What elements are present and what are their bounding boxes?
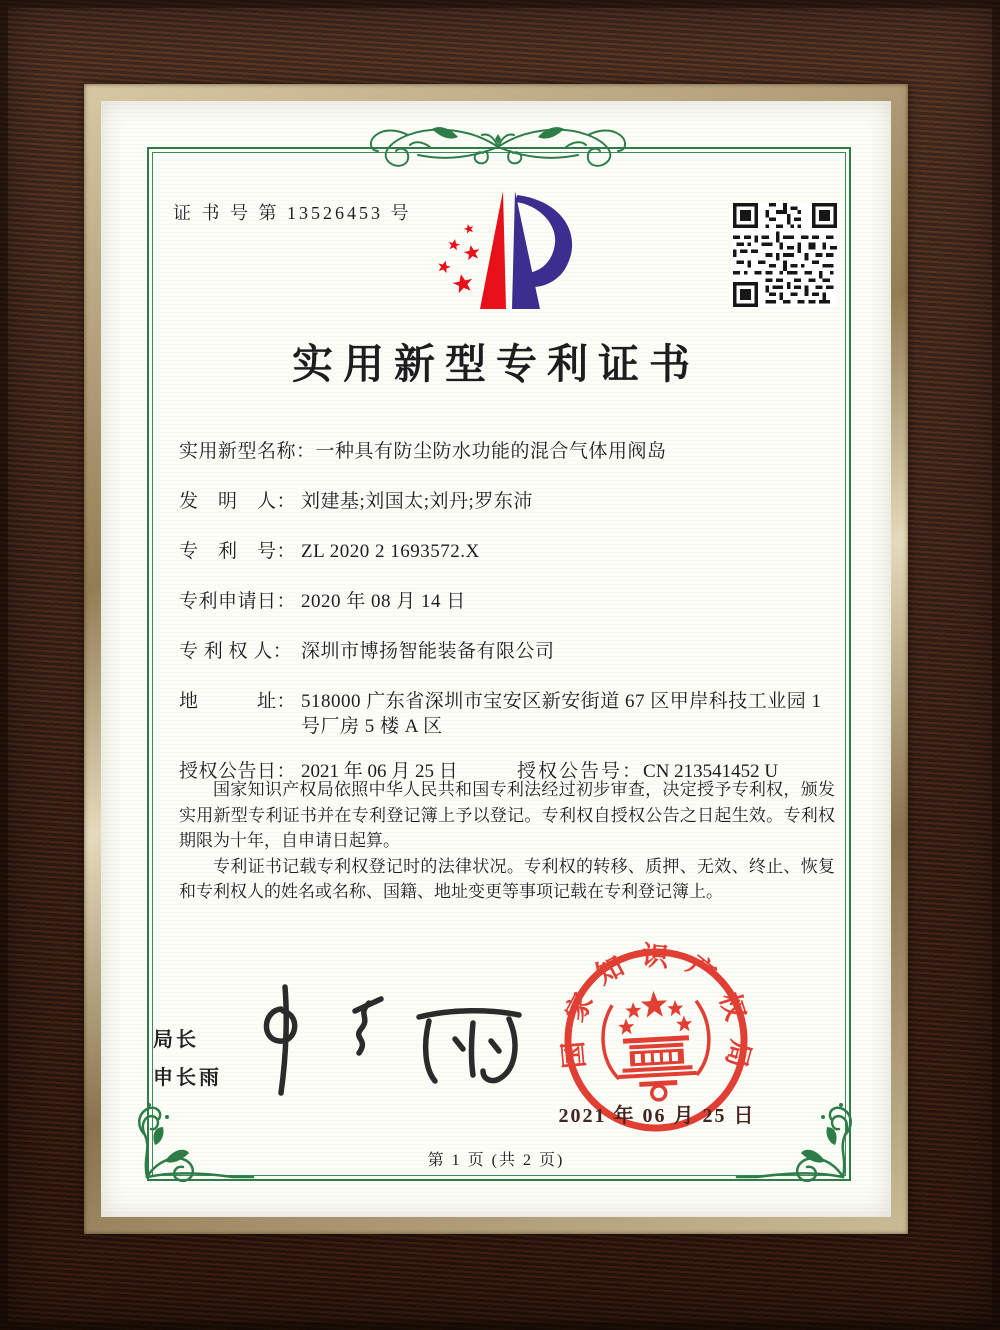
- field-label: 发 明 人：: [179, 491, 297, 512]
- field-label: 专利申请日：: [179, 591, 297, 612]
- field-row-name: [179, 439, 835, 465]
- body-paragraph-1: 国家知识产权局依照中华人民共和国专利法经过初步审查，决定授予专利权，颁发实用新型专利证书并在专利登记簿上予以登记。专利权自授权公告之日起生效。专利权期限为十年，自申请日起算。: [179, 780, 835, 850]
- field-label: 实用新型名称：: [179, 441, 316, 462]
- field-label: 专 利 权 人：: [179, 641, 293, 662]
- page-footer: 第 1 页 (共 2 页): [427, 1152, 565, 1169]
- field-row-patentee: [179, 639, 835, 665]
- grant-date: 2021 年 06 月 25 日: [301, 761, 458, 782]
- field-value: 深圳市博扬智能装备有限公司: [301, 641, 555, 662]
- frame-gold-lip: [84, 84, 908, 1234]
- field-value: 518000 广东省深圳市宝安区新安街道 67 区甲岸科技工业园 1 号厂房 5 楼 A 区: [301, 691, 822, 737]
- certificate-number: 证 书 号 第 13526453 号: [173, 203, 412, 223]
- field-label: 专 利 号：: [179, 541, 297, 562]
- top-border-ornament-icon: [338, 117, 658, 181]
- seal-date: 2021 年 06 月 25 日: [558, 1105, 756, 1127]
- commissioner-block: [153, 1021, 222, 1097]
- grant-number: CN 213541452 U: [643, 761, 779, 782]
- field-value: 刘建基;刘国太;刘丹;罗东沛: [301, 491, 533, 512]
- commissioner-name: 申长雨: [153, 1067, 222, 1089]
- field-value: 一种具有防尘防水功能的混合气体用阀岛: [315, 441, 667, 462]
- qr-code: [733, 203, 837, 307]
- certificate-body: [179, 777, 835, 905]
- field-value: 2020 年 08 月 14 日: [301, 591, 466, 612]
- corner-flourish-left-icon: [125, 1087, 255, 1197]
- field-label: 授权公告日：: [179, 761, 297, 782]
- field-row-address: [179, 689, 835, 739]
- cnipa-logo-icon: [416, 185, 588, 317]
- field-value: ZL 2020 2 1693572.X: [301, 541, 480, 562]
- commissioner-title: 局长: [153, 1029, 199, 1051]
- field-label: 地 址：: [179, 691, 297, 712]
- field-row-filing-date: [179, 589, 835, 615]
- commissioner-signature-ink: [251, 981, 531, 1101]
- seal-text: 国家知识产权局: [556, 940, 757, 1087]
- certificate-title: 实用新型专利证书: [292, 341, 700, 387]
- certificate-page: [101, 101, 891, 1217]
- field-row-inventors: [179, 489, 835, 515]
- field-label: 授权公告号：: [517, 761, 644, 782]
- body-paragraph-2: 专利证书记载专利权登记时的法律状况。专利权的转移、质押、无效、终止、恢复和专利权人的姓名或名称、国籍、地址变更等事项记载在专利登记簿上。: [179, 856, 835, 901]
- svg-text:国家知识产权局: [552, 935, 758, 1096]
- certificate-fields: [179, 439, 835, 785]
- field-row-patent-number: [179, 539, 835, 565]
